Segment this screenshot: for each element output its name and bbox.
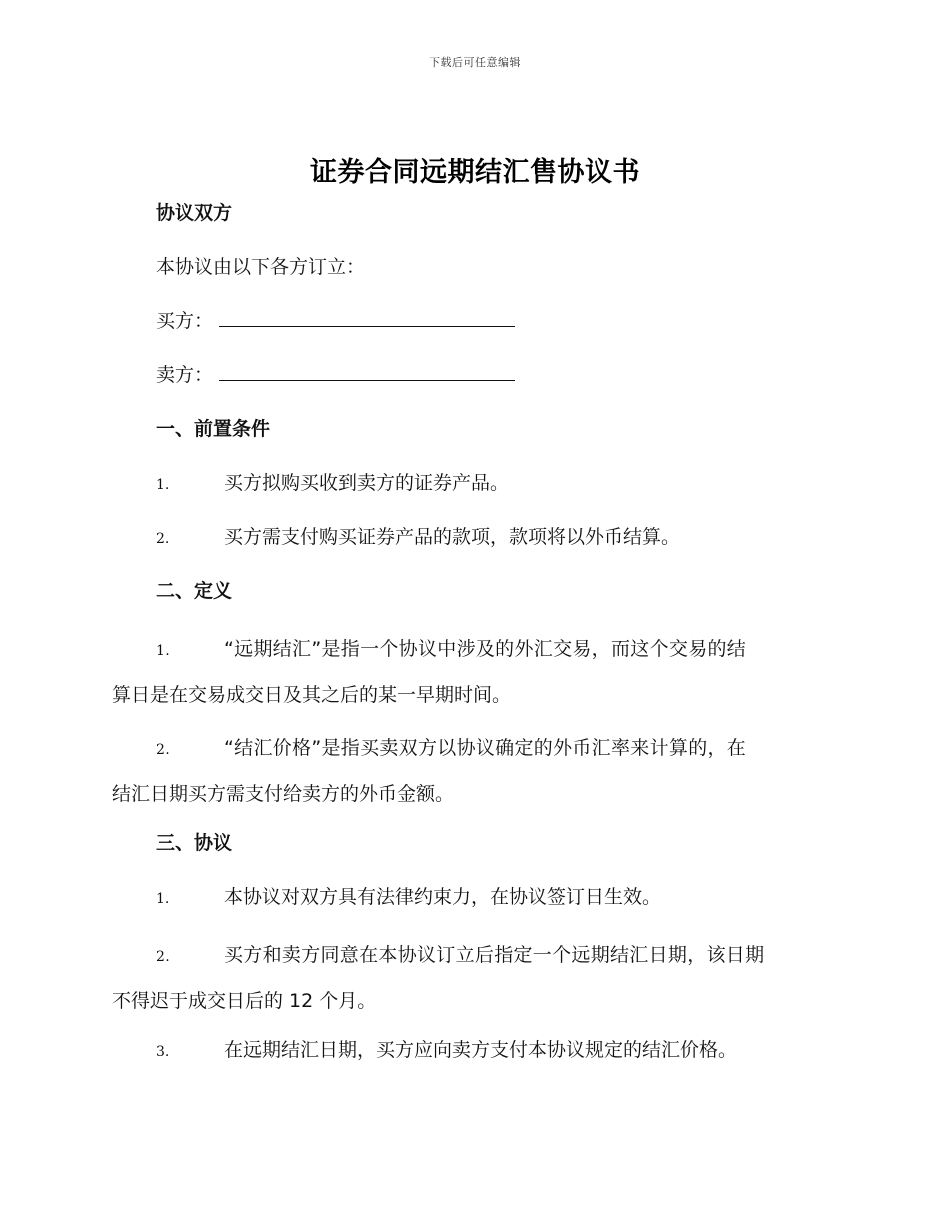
item-number: 1. (156, 477, 170, 493)
item-text-line2: 算日是在交易成交日及其之后的某一早期时间。 (112, 684, 512, 706)
item-text: 买方需支付购买证券产品的款项，款项将以外币结算。 (224, 526, 681, 548)
section3-item-1 (112, 879, 834, 933)
buyer-line (112, 303, 834, 357)
section2-item-2 (112, 726, 834, 825)
item-number: 2. (156, 949, 170, 965)
section3-item-3 (112, 1032, 834, 1086)
buyer-blank-field[interactable] (219, 303, 515, 327)
section2-item-1 (112, 627, 834, 726)
parties-heading: 协议双方 (156, 202, 233, 224)
seller-line (112, 357, 834, 411)
item-number: 3. (156, 1044, 170, 1060)
item-first-line (112, 933, 834, 979)
document-title: 证券合同远期结汇售协议书 (310, 157, 640, 188)
item-text-line1: “结汇价格”是指买卖双方以协议确定的外币汇率来计算的，在 (224, 737, 747, 759)
item-number: 2. (156, 531, 170, 547)
item-number: 1. (156, 643, 170, 659)
document-body (112, 195, 834, 1086)
item-first-line (112, 726, 834, 772)
item-number: 2. (156, 742, 170, 758)
section2-heading: 二、定义 (156, 580, 233, 602)
item-text-line2: 不得迟于成交日后的 12 个月。 (112, 990, 377, 1012)
item-text: 买方拟购买收到卖方的证券产品。 (224, 472, 510, 494)
item-text: 在远期结汇日期，买方应向卖方支付本协议规定的结汇价格。 (224, 1039, 738, 1061)
seller-blank-field[interactable] (219, 357, 515, 381)
section1-item-2 (112, 519, 834, 573)
parties-intro: 本协议由以下各方订立： (156, 256, 366, 278)
item-number: 1. (156, 891, 170, 907)
section1-item-1 (112, 465, 834, 519)
seller-label: 卖方： (156, 364, 214, 386)
item-first-line (112, 627, 834, 673)
item-text-line1: 买方和卖方同意在本协议订立后指定一个远期结汇日期，该日期 (224, 944, 765, 966)
item-text: 本协议对双方具有法律约束力，在协议签订日生效。 (224, 886, 662, 908)
buyer-label: 买方： (156, 310, 214, 332)
header-watermark: 下载后可任意编辑 (429, 56, 521, 69)
section3-heading: 三、协议 (156, 832, 233, 854)
item-text-line2: 结汇日期买方需支付给卖方的外币金额。 (112, 783, 455, 805)
item-text-line1: “远期结汇”是指一个协议中涉及的外汇交易，而这个交易的结 (224, 638, 747, 660)
section1-heading: 一、前置条件 (156, 418, 271, 440)
section3-item-2 (112, 933, 834, 1032)
